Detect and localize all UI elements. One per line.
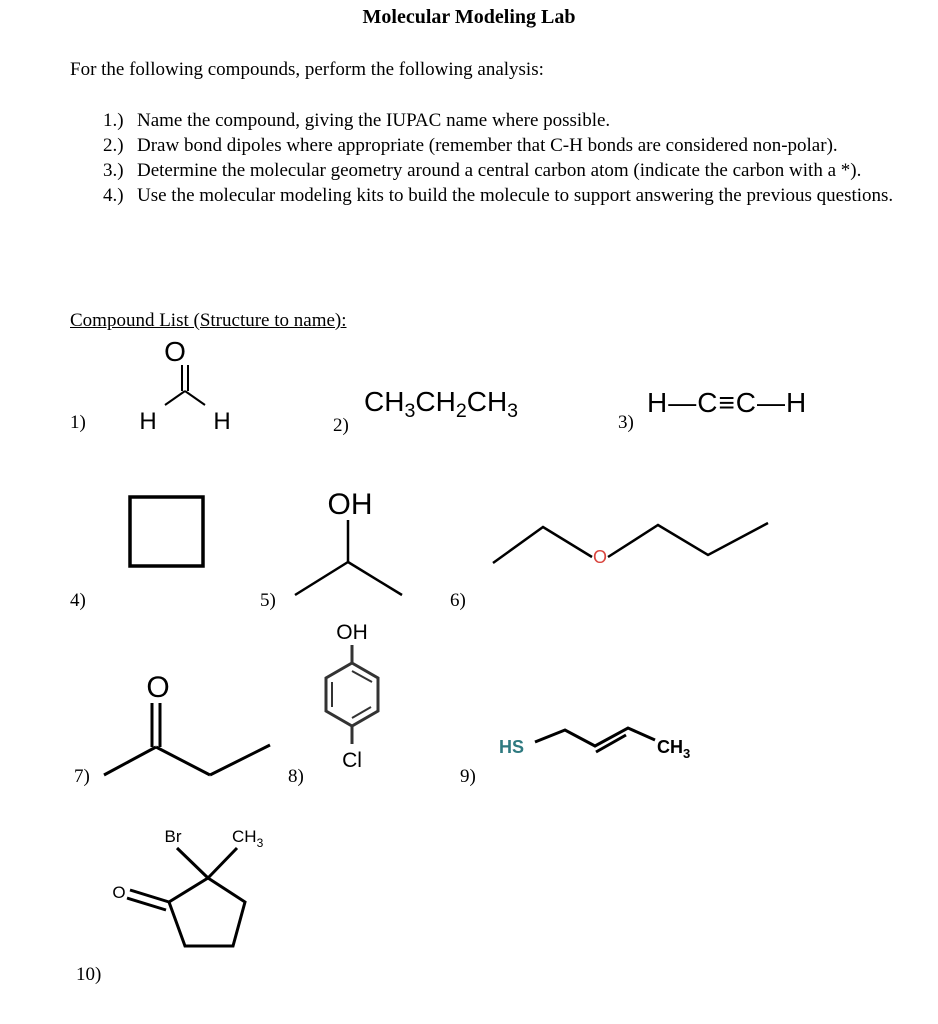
compound-7-label: 7) [74,766,90,787]
atom-oxygen: O [112,883,126,902]
compound-4-structure [128,495,208,570]
atom-oxygen: O [164,336,186,367]
bond-line [348,562,402,595]
compound-7-structure [100,665,280,785]
atom-thiol: HS [499,737,525,757]
bond-line [177,848,208,878]
atom-oxygen: O [592,547,608,567]
compound-5-structure [290,480,410,600]
atom-oxygen: O [146,671,170,704]
step-number: 1.) [103,110,124,131]
carbon-chain [535,728,655,746]
atom-methyl: $CH_3$ [232,827,264,850]
bond-line [185,391,205,405]
instruction-step [103,108,918,133]
bond-line [156,747,210,775]
atom-hydroxyl: OH [327,488,373,521]
step-text: Determine the molecular geometry around a central carbon atom (indicate the carbon with a *). [137,160,862,181]
compound-3-label: 3) [618,412,634,433]
benzene-ring [326,663,378,726]
atom-methyl: $CH_3$ [657,737,691,761]
compound-list-heading: Compound List (Structure to name): [70,310,347,331]
bond-line [208,848,237,878]
compound-1-label: 1) [70,412,86,433]
compound-9-label: 9) [460,766,476,787]
bond-line [210,745,270,775]
bond-line [104,747,156,775]
compound-6-structure [490,515,780,585]
compound-8-structure [315,615,395,775]
step-number: 3.) [103,160,124,181]
step-text: Name the compound, giving the IUPAC name where possible. [137,110,611,131]
carbon-chain [608,523,768,557]
bond-line [165,391,185,405]
compound-1-structure [130,335,250,435]
compound-5-label: 5) [260,590,276,611]
compound-10-structure [105,820,285,960]
cyclopentane-ring [169,878,245,946]
carbon-chain [493,527,592,563]
instruction-step [103,158,918,183]
step-text: Use the molecular modeling kits to build the molecule to support answering the previous questions. [137,185,894,206]
compound-2-formula: $CH_3CH_2CH_3$ [364,386,519,422]
atom-hydrogen: H [213,408,231,435]
bond-line [295,562,348,595]
cyclobutane-ring [130,497,203,566]
step-number: 2.) [103,135,124,156]
compound-2-label: 2) [333,415,349,436]
page-title: Molecular Modeling Lab [362,6,576,28]
instruction-step [103,133,918,158]
atom-hydrogen: H [139,408,157,435]
step-number: 4.) [103,185,124,206]
step-text: Draw bond dipoles where appropriate (remember that C-H bonds are considered non-polar). [137,135,838,156]
compound-3-formula: H—C≡C—H [647,387,808,418]
compound-6-label: 6) [450,590,466,611]
compound-4-label: 4) [70,590,86,611]
compound-8-label: 8) [288,766,304,787]
instruction-list [103,108,918,208]
atom-chlorine: Cl [342,749,362,772]
intro-text: For the following compounds, perform the following analysis: [70,59,544,80]
atom-bromine: Br [164,827,182,846]
instruction-step [103,183,918,208]
atom-hydroxyl: OH [336,621,368,644]
compound-9-structure [495,720,705,770]
compound-10-label: 10) [76,964,102,985]
